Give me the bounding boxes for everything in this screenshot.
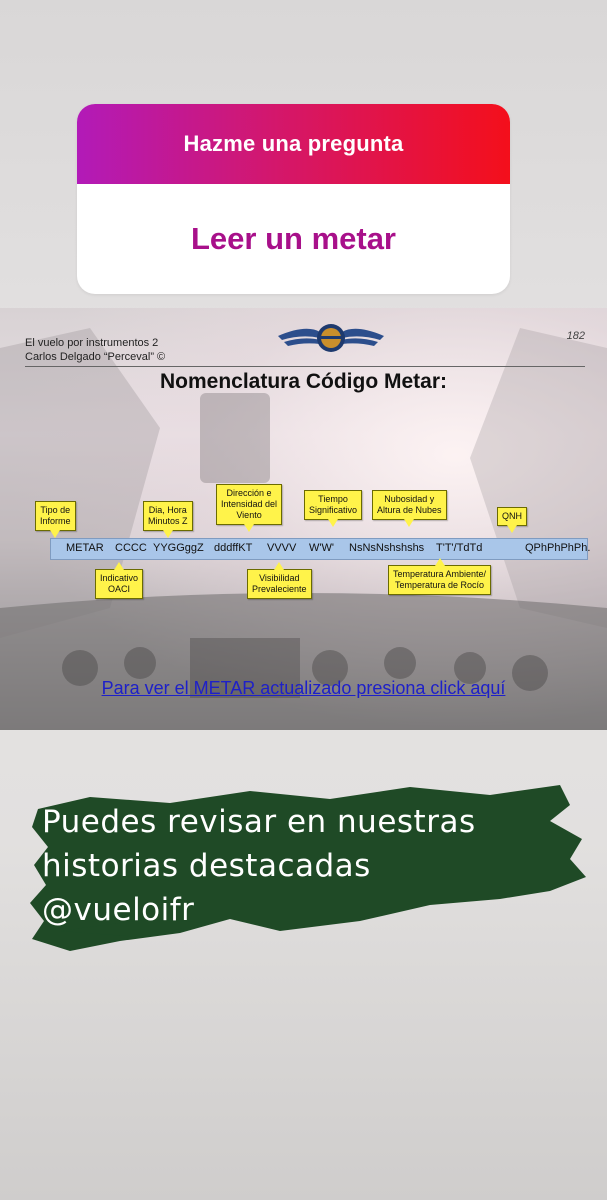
callout-temperatura: Temperatura Ambiente/ Temperatura de Rocío bbox=[388, 565, 491, 595]
highlights-message bbox=[42, 800, 582, 932]
callout-nubosidad: Nubosidad y Altura de Nubes bbox=[372, 490, 447, 520]
metar-token: dddffKT bbox=[214, 542, 253, 554]
slide-title: Nomenclatura Código Metar: bbox=[159, 370, 448, 393]
slide-header-author: Carlos Delgado “Perceval” © bbox=[25, 351, 166, 363]
highlights-line-2: historias destacadas bbox=[42, 848, 371, 884]
callout-dia-hora: Dia, Hora Minutos Z bbox=[143, 501, 193, 531]
callout-tiempo: Tiempo Significativo bbox=[304, 490, 362, 520]
question-answer: Leer un metar bbox=[190, 221, 396, 256]
metar-token: YYGGggZ bbox=[153, 542, 204, 554]
slide-page-number: 182 bbox=[566, 330, 585, 342]
metar-token: NsNsNshshshs bbox=[349, 542, 425, 554]
question-sticker[interactable] bbox=[77, 104, 510, 294]
slide-divider bbox=[25, 366, 585, 367]
metar-code-bar bbox=[50, 538, 591, 560]
metar-link[interactable]: Para ver el METAR actualizado presiona click aquí bbox=[101, 678, 506, 698]
callout-tipo-informe: Tipo de Informe bbox=[35, 501, 76, 531]
highlights-line-1: Puedes revisar en nuestras bbox=[42, 804, 476, 840]
metar-token: T'T'/TdTd bbox=[436, 542, 483, 554]
slide-header-book: El vuelo por instrumentos 2 bbox=[25, 337, 159, 349]
question-prompt: Hazme una pregunta bbox=[77, 104, 510, 184]
slide-header bbox=[25, 336, 165, 364]
metar-token: CCCC bbox=[115, 542, 147, 554]
callout-visibilidad: Visibilidad Prevaleciente bbox=[247, 569, 312, 599]
callout-indicativo: Indicativo OACI bbox=[95, 569, 143, 599]
metar-slide-image bbox=[0, 308, 607, 730]
metar-token: METAR bbox=[66, 542, 104, 554]
metar-token: QPhPhPhPh. bbox=[525, 542, 591, 554]
metar-token: W'W' bbox=[309, 542, 334, 554]
callout-qnh: QNH bbox=[497, 507, 527, 526]
metar-token: VVVV bbox=[267, 542, 297, 554]
highlights-handle[interactable]: @vueloifr bbox=[42, 892, 195, 928]
callout-viento: Dirección e Intensidad del Viento bbox=[216, 484, 282, 525]
wings-logo-icon bbox=[278, 318, 384, 358]
